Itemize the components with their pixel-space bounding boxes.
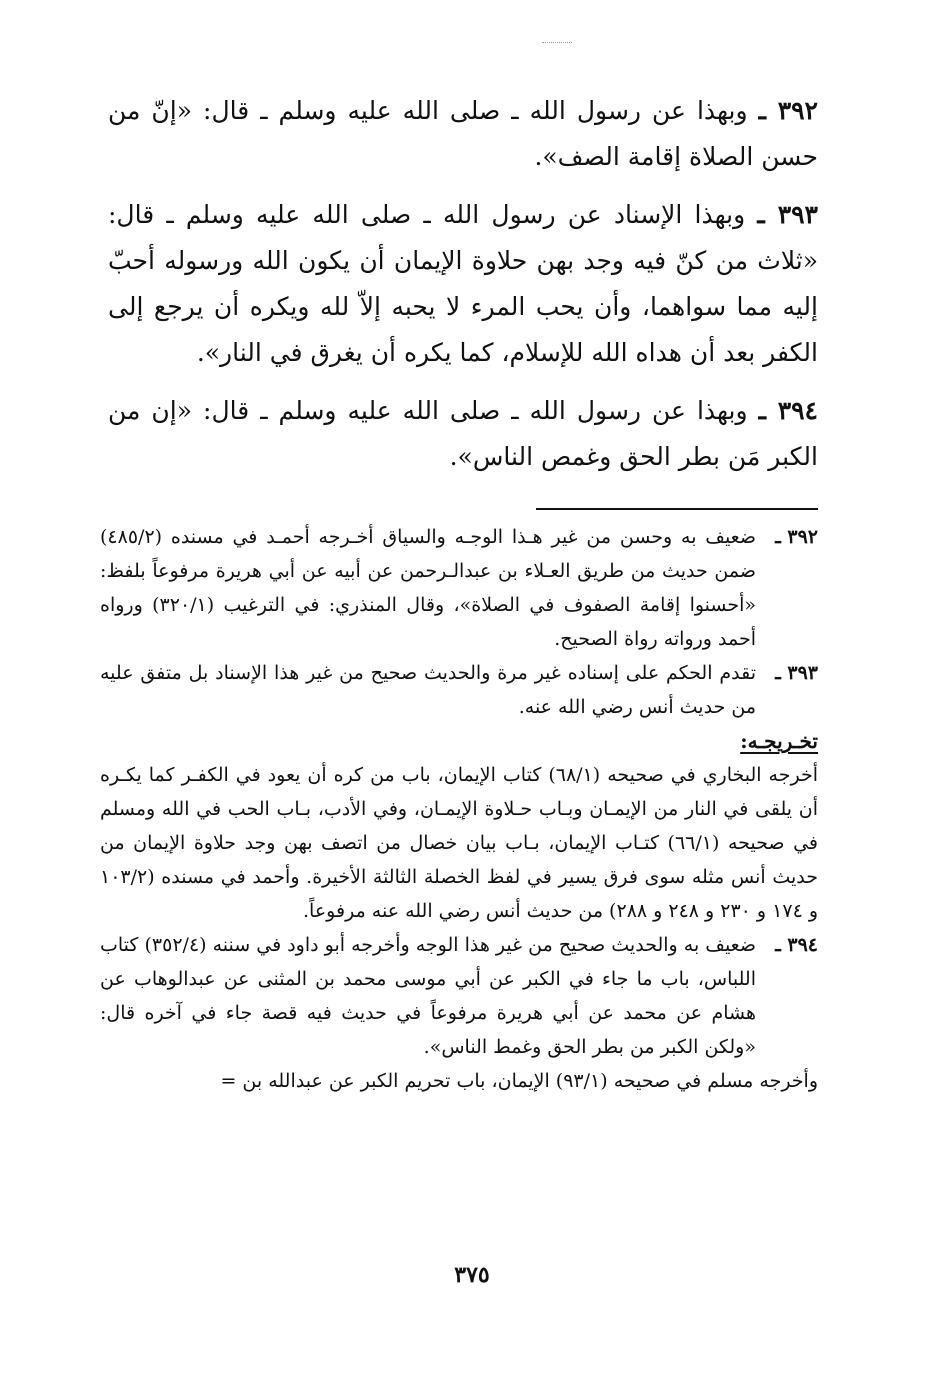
footnote-392 xyxy=(100,520,818,656)
footnote-text: ضعيف به وحسن من غير هـذا الوجـه والسياق أخـرجه أحمـد في مسنده (٤٨٥/٢) ضمن حديث من طريق العـلاء بن عبدالـرحمن عن أبيه عن أبي هريرة مرفوعاً بلفظ: «أحسنوا إقامة الصفوف في الصلاة»، وقال المنذري: في الترغيب (٣٢٠/١) ورواه أحمد ورواته رواة الصحيح. xyxy=(100,526,756,650)
footnote-394 xyxy=(100,928,818,1064)
footnote-393 xyxy=(100,656,818,724)
takhrij-heading: تخـريجـه: xyxy=(740,729,818,753)
page-number: ٣٧٥ xyxy=(454,1262,490,1288)
continuation-line: وأخرجه مسلم في صحيحه (٩٣/١) الإيمان، باب تحريم الكبر عن عبدالله بن = xyxy=(220,1070,818,1092)
hadith-text: وبهذا الإسناد عن رسول الله ـ صلى الله عليه وسلم ـ قال: «ثلاث من كنّ فيه وجد بهن حلاوة الإيمان أن يكون الله ورسوله أحبّ إليه مما سواهما، وأن يحب المرء لا يحبه إلاّ لله ويكره أن يرجع إلى الكفر بعد أن هداه الله للإسلام، كما يكره أن يغرق في النار». xyxy=(108,200,818,367)
footnote-text: تقدم الحكم على إسناده غير مرة والحديث صحيح من غير هذا الإسناد بل متفق عليه من حديث أنس رضي الله عنه. xyxy=(100,662,756,718)
hadith-393 xyxy=(108,192,818,376)
hadith-392 xyxy=(108,88,818,180)
footnote-number: ٣٩٢ ـ xyxy=(775,526,818,548)
takhrij-text: أخرجه البخاري في صحيحه (٦٨/١) كتاب الإيمان، باب من كره أن يعود في الكفـر كما يكـره أن يلقى في النار من الإيمـان وبـاب حـلاوة الإيمـان، وفي الأدب، بـاب الحب في الله ومسلم في صحيحه (٦٦/١) كتـاب الإيمان، بـاب بيان خصال من اتصف بهن وجد حلاوة الإيمان من حديث أنس مثله سوى فرق يسير في لفظ الخصلة الثالثة الأخيرة. وأحمد في مسنده (١٠٣/٢ و ١٧٤ و ٢٣٠ و ٢٤٨ و ٢٨٨) من حديث أنس رضي الله عنه مرفوعاً. xyxy=(100,764,818,922)
footnote-number: ٣٩٣ ـ xyxy=(775,662,818,684)
hadith-394 xyxy=(108,388,818,480)
footnote-divider xyxy=(536,508,818,510)
main-text xyxy=(108,88,818,480)
footnotes xyxy=(100,520,818,1098)
footnote-text: ضعيف به والحديث صحيح من غير هذا الوجه وأخرجه أبو داود في سننه (٣٥٢/٤) كتاب اللباس، باب ما جاء في الكبر عن أبي موسى محمد بن المثنى عن عبدالوهاب عن هشام عن محمد عن أبي هريرة مرفوعاً في حديث فيه قصة جاء في آخره قال: «ولكن الكبر من بطر الحق وغمط الناس». xyxy=(100,934,756,1058)
hadith-text: وبهذا عن رسول الله ـ صلى الله عليه وسلم ـ قال: «إن من الكبر مَن بطر الحق وغمص الناس». xyxy=(108,396,818,471)
scan-speck xyxy=(542,42,572,43)
hadith-number: ٣٩٣ ـ xyxy=(757,200,818,229)
hadith-number: ٣٩٤ ـ xyxy=(758,396,818,425)
hadith-text: وبهذا عن رسول الله ـ صلى الله عليه وسلم ـ قال: «إنّ من حسن الصلاة إقامة الصف». xyxy=(108,96,818,171)
footnote-number: ٣٩٤ ـ xyxy=(775,934,818,956)
hadith-number: ٣٩٢ ـ xyxy=(758,96,818,125)
